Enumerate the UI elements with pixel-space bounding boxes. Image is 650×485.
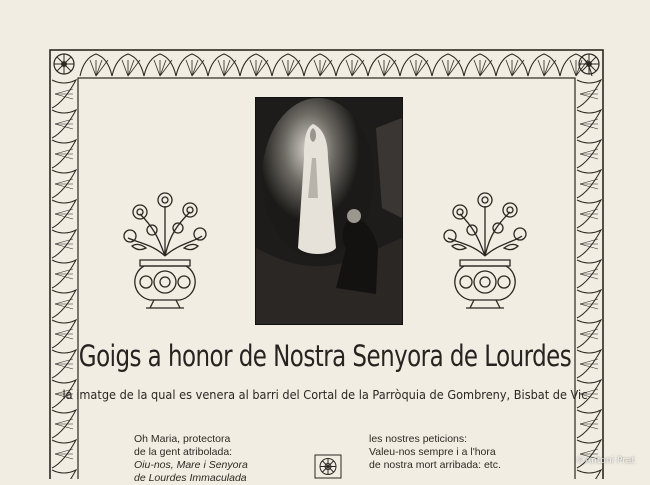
- copyright-watermark: ©Antoni Prat: [576, 456, 635, 466]
- page-title: Goigs a honor de Nostra Senyora de Lourdes: [78, 339, 572, 373]
- rosette-ornament-icon: [314, 454, 342, 479]
- verse-line: Oh Maria, protectora: [134, 433, 231, 445]
- verse-line: de nostra mort arribada: etc.: [369, 459, 501, 471]
- left-flower-vase-icon: [122, 186, 208, 314]
- verse-refrain-line: de Lourdes Immaculada: [134, 472, 247, 484]
- verse-line: les nostres peticions:: [369, 433, 468, 445]
- right-flower-vase-icon: [442, 186, 528, 314]
- verse-line: Valeu-nos sempre i a l'hora: [369, 446, 496, 458]
- page-subtitle: la imatge de la qual es venera al barri del Cortal de la Parròquia de Gombreny, Bisbat de Vic: [62, 387, 588, 402]
- verse-right: [369, 433, 501, 472]
- verse-refrain-line: Oiu-nos, Mare i Senyora: [134, 459, 248, 471]
- verse-left: [134, 433, 248, 485]
- virgin-of-lourdes-image: [255, 97, 403, 325]
- verse-line: de la gent atribolada:: [134, 446, 233, 458]
